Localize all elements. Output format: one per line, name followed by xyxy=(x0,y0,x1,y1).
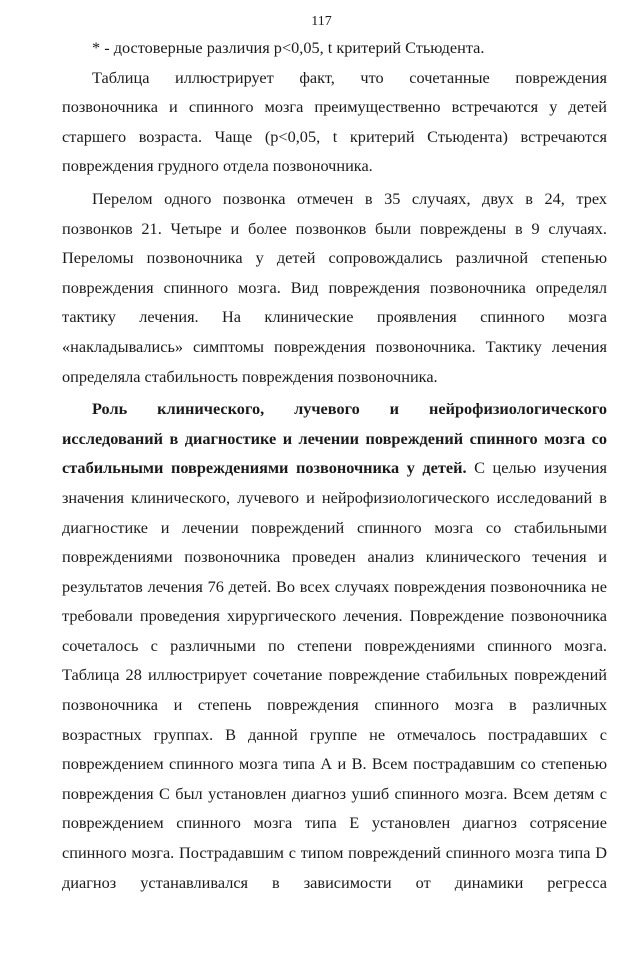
text-line: старшего возраста. Чаще (р<0,05, t критерий Стьюдента) встречаются xyxy=(62,126,607,146)
text-line: тактику лечения. На клинические проявления спинного мозга xyxy=(62,307,607,327)
section-heading-line xyxy=(62,394,607,424)
section-heading-text: стабильными повреждениями позвоночника у детей. xyxy=(62,458,467,478)
section-heading-line xyxy=(62,424,607,454)
text-line: Перелом одного позвонка отмечен в 35 случаях, двух в 24, трех xyxy=(92,188,607,208)
text-line: позвоночника и спинного мозга преимущественно встречаются у детей xyxy=(62,97,607,117)
text-line: повреждением спинного мозга типа А и В. Всем пострадавшим со степенью xyxy=(62,754,607,774)
section-heading-line xyxy=(62,453,607,483)
footnote: * - достоверные различия р<0,05, t критерий Стьюдента. xyxy=(92,38,485,57)
section-heading-text: исследований в диагностике и лечении повреждений спинного мозга со xyxy=(62,428,607,448)
section-lead-text: С целью изучения xyxy=(466,458,608,478)
text-line: позвоночника и степень повреждения спинного мозга в различных xyxy=(62,695,607,715)
text-line: «накладывались» симптомы повреждения позвоночника. Тактику лечения xyxy=(62,336,607,356)
section-heading-text: Роль клинического, лучевого и нейрофизиологического xyxy=(92,399,607,419)
text-line: требовали проведения хирургического лечения. Повреждение позвоночника xyxy=(62,606,607,626)
text-line: повреждения спинного мозга. Вид повреждения позвоночника определял xyxy=(62,277,607,297)
text-line: сочеталось с различными по степени повреждениями спинного мозга. xyxy=(62,635,607,655)
text-line: Переломы позвоночника у детей сопровождались различной степенью xyxy=(62,248,607,268)
text-line: повреждением спинного мозга типа Е установлен диагноз сотрясение xyxy=(62,813,607,833)
text-line: результатов лечения 76 детей. Во всех случаях повреждения позвоночника не xyxy=(62,576,607,596)
text-line: повреждения грудного отдела позвоночника. xyxy=(62,156,373,176)
text-line: определяла стабильность повреждения позвоночника. xyxy=(62,366,438,386)
text-line: диагноз устанавливался в зависимости от динамики регресса xyxy=(62,872,607,892)
page-number: 117 xyxy=(311,14,332,29)
text-line: Таблица иллюстрирует факт, что сочетанные повреждения xyxy=(92,67,607,87)
text-line: Таблица 28 иллюстрирует сочетание повреждение стабильных повреждений xyxy=(62,665,607,685)
text-line: повреждениями позвоночника проведен анализ клинического течения и xyxy=(62,547,607,567)
paragraph-table-summary xyxy=(62,63,607,181)
paragraph-fractures xyxy=(62,184,607,391)
text-line: значения клинического, лучевого и нейрофизиологического исследований в xyxy=(62,487,607,507)
text-line: возрастных группах. В данной группе не отмечалось пострадавших с xyxy=(62,724,607,744)
section-stable-injuries xyxy=(62,394,607,897)
text-line: диагностике и лечении повреждений спинного мозга со стабильными xyxy=(62,517,607,537)
text-line: спинного мозга. Пострадавшим с типом повреждений спинного мозга типа D xyxy=(62,843,607,863)
text-line: повреждения С был установлен диагноз ушиб спинного мозга. Всем детям с xyxy=(62,783,607,803)
page-body xyxy=(62,33,607,897)
text-line: позвонков 21. Четыре и более позвонков были повреждены в 9 случаях. xyxy=(62,218,607,238)
